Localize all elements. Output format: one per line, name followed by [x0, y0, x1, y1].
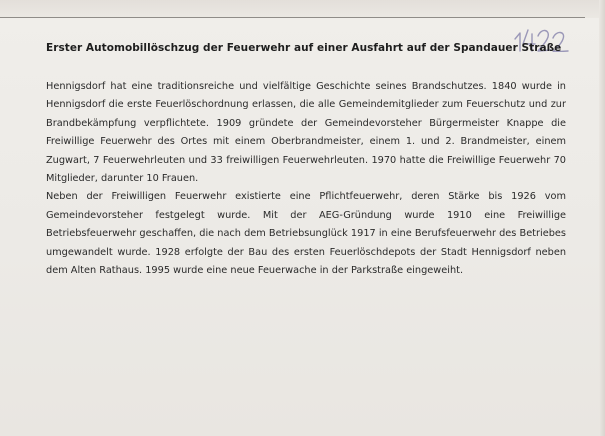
paragraph-2: Neben der Freiwilligen Feuerwehr existierte eine Pflichtfeuerwehr, deren Stärke bis 1926 vom Gemeindevorsteher festgelegt wurde. Mit der AEG-Gründung wurde 1910 eine Freiwillige Betriebsfeuerwehr geschaffen, die nach dem Betriebsunglück 1917 in eine Berufsfeuerwehr des Betriebes umgewandelt wurde. 1928 erfolgte der Bau des ersten Feuerlöschdepots der Stadt Hennigsdorf neben dem Alten Rathaus. 1995 wurde eine neue Feuerwache in der Parkstraße eingeweiht. [46, 191, 566, 277]
document-title: Erster Automobillöschzug der Feuerwehr auf einer Ausfahrt auf der Spandauer Straße [46, 42, 562, 54]
right-edge [599, 0, 605, 436]
top-divider-line [0, 17, 585, 18]
paragraph-1: Hennigsdorf hat eine traditionsreiche und vielfältige Geschichte seines Brandschutzes. 1840 wurde in Hennigsdorf die erste Feuerlöschordnung erlassen, die alle Gemeindemitglieder zum Feuerschutz und zur Brandbekämpfung verpflichtete. 1909 gründete der Gemeindevorsteher Bürgermeister Knappe die Freiwillige Feuerwehr des Ortes mit einem Oberbrandmeister, einem 1. und 2. Brandmeister, einem Zugwart, 7 Feuerwehrleuten und 33 freiwilligen Feuerwehrleuten. 1970 hatte die Freiwillige Feuerwehr 70 Mitglieder, darunter 10 Frauen. [46, 81, 566, 185]
document-body [46, 78, 566, 280]
top-edge [0, 0, 605, 18]
